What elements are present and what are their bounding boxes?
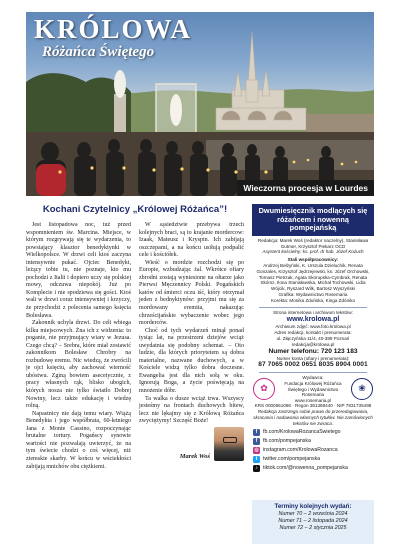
divider xyxy=(259,372,367,373)
staff-label: Stali współpracownicy: xyxy=(287,257,339,263)
article-paragraph: W sąsiedztwie przebywa trzech kolejnych braci, są to krajanie mordercow: Izaak, Mateusz i Kryspin. Ich zabijają oszczepami, a na końcu usiłują podpalić cele i kościółek. xyxy=(139,222,244,259)
author-photo xyxy=(214,427,244,461)
info-box-title: Dwumiesięcznik modlących się różańcem i nowenną pompejańską xyxy=(252,204,374,236)
article-title: Kochani Czytelnicy „Królowej Różańca”! xyxy=(42,204,228,215)
article-paragraph: Jest listopadowa noc, tuż przed wspomnieniem św. Marcina. Miejsce, w którym rozgrywają się te wydarzenia, to powstający klasztor benedyktynki w Wielkopolsce. W drzwi celi ktoś zaczyna intensywnie pukać. Ojciec Benedykt, leżący tobie tu, nie poznaje, kto mu pochodzi z Italii i dopiero uczy się polskiej mowy, odczuwa niepokój. Już po Komplecie i nie spodziewa się gości. Ktoś wali w drzwi coraz intensywniej i krzyczy, że przychodzi z polecenia samego księcia Bolesława. xyxy=(26,222,131,319)
publisher-name: Fundacja Królowej Różańca Świętego i Wydawnictwo Rosemaria xyxy=(284,380,342,398)
address-label: Adres redakcji, kontakt i prenumerata: xyxy=(274,330,352,336)
publisher-row xyxy=(253,375,373,403)
social-link-label: fb.com/KrolowaRozancaSwietego xyxy=(263,429,341,436)
photo-caption: Wieczorna procesja w Lourdes xyxy=(237,180,374,196)
editorial-article xyxy=(26,204,244,540)
author-signature xyxy=(139,427,244,461)
article-paragraph: Wieść o mordzie rozchodzi się po Europie, wzbudzając żal. Wkrótce ofiary zbrodni zostają wyniesione na ołtarze jako Pierwsi Męczennicy Polski. Pogańskich katów od śmierci oczu iść, który otrzymał jeden z bednyktynów: przyjmi mu się za mordowany eremita, nakazując chrześcijańskie wybaczenie wobec jego morderców. xyxy=(139,259,244,327)
address: ul. Złączyńska 11/4, 40-389 Poznań xyxy=(276,335,350,341)
magazine-title: KRÓLOWA xyxy=(34,14,193,44)
website-link[interactable]: www.krolowa.pl xyxy=(286,316,340,324)
info-box-body xyxy=(252,238,374,474)
social-link-label: instagram.com/KrolowaRozanca xyxy=(263,447,338,454)
facebook-icon: f xyxy=(253,438,260,445)
issue-date-row: Numer 70 – 2 września 2024 xyxy=(278,511,348,517)
social-link[interactable] xyxy=(253,437,373,446)
article-paragraph: Zakonnik uchyla drzwi. Do celi wbiega kilku miejscowych. Żna ich z widzenia: to poganie, nie przyjmujący wiary w Jezusa. Czego chcą? – Srebra, które miał zostawić zakonnikom Bolesław Chrobry na rozbudowę eremu. Nic wiedzą, że zwrócili je ojci księciu, aby zachować wierność ubóstwu. Zginą bowiem asecetycznie, z pracy własnych rąk, blisko ubogich, których nosza nie tylko światło Dobrej Nowiny, lecz także edukację i wiedzę rolną. xyxy=(26,320,131,410)
magazine-subtitle: Różańca Świętego xyxy=(42,44,155,60)
article-body xyxy=(26,222,244,536)
social-link[interactable] xyxy=(253,428,373,437)
photo-archive[interactable]: Archiwum zdjęć: www.foto.krolowa.pl xyxy=(275,324,351,330)
editorial-disclaimer: Redakcja zastrzega sobie prawo do przeredagowania, skracania i nadawania własnych tytułów. Nie zamówionych tekstów nie zwraca. xyxy=(253,409,373,426)
social-link[interactable] xyxy=(253,446,373,455)
social-links xyxy=(253,428,373,473)
publisher-info xyxy=(278,375,348,403)
social-link[interactable] xyxy=(253,455,373,464)
masthead xyxy=(34,14,192,60)
author-name: Marek Woś xyxy=(179,453,210,461)
issue-dates-title: Terminy kolejnych wydań: xyxy=(274,503,352,510)
article-paragraph: Ta walka o dusze wciąż trwa. Wszyscy jesteśmy na frontach duchowych bitew, lecz nie lękajmy się z Królową Różańca zwyciężymy! Szczęść Boże! xyxy=(139,395,244,425)
editorial-info-box xyxy=(252,204,374,496)
proofreading-credit: Korekta: Monika Zduńska, Kinga Zdóniko xyxy=(270,297,355,303)
registry-numbers: KRS 0000561086 · Regon 361388440 · NIP 7831735498 xyxy=(254,403,372,409)
account-label: Numer konta (ofiary i prenumerata): xyxy=(276,355,350,361)
publisher-site[interactable]: www.rosemaria.pl xyxy=(294,397,332,403)
social-link-label: fb.com/pompejanska xyxy=(263,438,311,445)
instagram-icon: ◎ xyxy=(254,447,259,454)
article-paragraph: Napastnicy nie dają temu wiary. Wiążą Benedykta i jego współbrata, 60-letniego Jana z Monte Cassino, rozpoczynając brutalne tortury. Pogańscy synowie wartości nie pozwalają uwierzyć, że na tym świecie chodzi o coś więcej, niż ziemskie skarby. W końcu w wściekłości zabijają mnichów obu ciężkiemi. xyxy=(26,410,131,470)
social-link[interactable] xyxy=(253,464,373,473)
facebook-icon: f xyxy=(253,429,260,436)
social-link-label: tiktok.com/@nowenna_pompejanska xyxy=(263,465,348,472)
account-number: 87 7065 0002 0651 8035 8904 0001 xyxy=(258,361,368,369)
issue-dates-box xyxy=(252,500,374,544)
online-label: Strona internetowa i archiwum tekstów: xyxy=(273,309,353,315)
divider xyxy=(259,307,367,308)
issue-date-row: Numer 72 – 2 stycznia 2025 xyxy=(279,525,347,531)
rosary-logo-icon: ✿ xyxy=(253,378,275,400)
email-link[interactable]: redakcja@krolowa.pl xyxy=(291,341,335,347)
publisher-label: Wydawca: xyxy=(302,375,324,381)
twitter-icon: t xyxy=(253,456,260,463)
social-link-label: twitter.com/pompejanska xyxy=(263,456,321,463)
cover-photo xyxy=(26,12,374,196)
graphics-credit: Grafika: Wydawnictwo Rosemaria xyxy=(278,291,348,297)
article-paragraph: Choć od tych wydarzeń minął ponad tysiąc lat, na przestrzeni dziejów wciąż uwydatnia się podobny schemat. – Oto ludzie, dla których priorytetem są dobra materialne, nazwane duchowych, a w Kościele widzą tylko dobra doczesne. Ewangelia jest dla nich sołą w oku. Ignorują Boga, a życie poświęcają na mnożenie dóbr. xyxy=(139,327,244,395)
issue-date-row: Numer 71 – 2 listopada 2024 xyxy=(278,518,348,524)
phone-number: Numer telefonu: 720 123 183 xyxy=(268,347,358,355)
rosemaria-logo-icon: ❀ xyxy=(351,378,373,400)
staff-list: Andrzej Bełżyński, K. Urszula Dzieluchik, Renata Gonzales, Krzysztof Jędrzejewski, ks. Józef Orchowski, Tomasz Pietrzak, Agata Skorupska-Cymbrak, Renata Skórsz, Ilona Stanisławska, Michał Tochowski, Lidia Wójcik, Ryszard Wilk, Bartosz Wyszyński xyxy=(256,262,370,292)
editorial-team: Redakcja: Marek Woś (redaktor naczelny), Stanisława Gutmer, Krzysztof Piekarz OCD xyxy=(257,237,369,249)
tiktok-icon: ♪ xyxy=(253,465,260,472)
church-assistant: Asystent kościelny: ks. prof. dr hab. Józef Kożuch xyxy=(262,249,364,255)
